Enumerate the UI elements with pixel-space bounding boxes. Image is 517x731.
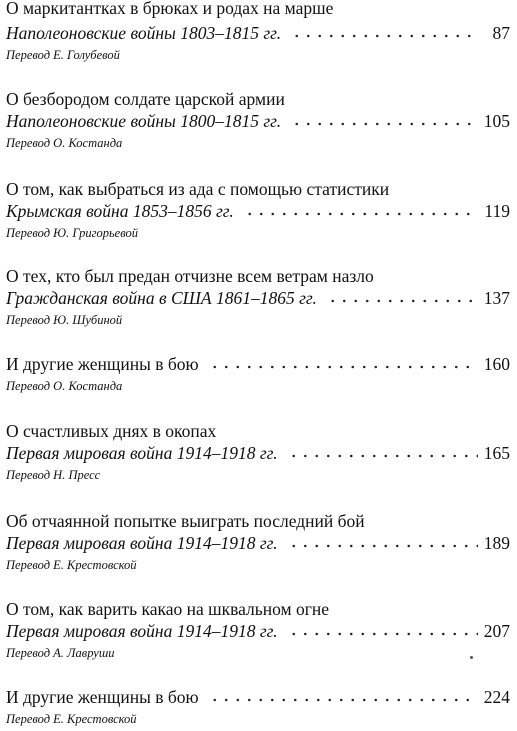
entry-row [6, 22, 510, 44]
dot-leader [284, 453, 478, 459]
dot-leader [205, 697, 478, 703]
entry-title: О маркитантках в брюках и родах на марше [6, 0, 334, 18]
entry-subtitle: Наполеоновские войны 1803–1815 гг. [6, 23, 282, 43]
page-number: 160 [483, 354, 510, 374]
entry-title: И другие женщины в бою [6, 687, 199, 707]
entry-title: Об отчаянной попытке выиграть последний бой [6, 511, 365, 531]
entry-title: О том, как выбраться из ада с помощью статистики [6, 179, 390, 199]
dot-leader [284, 631, 478, 637]
entry-title: О тех, кто был предан отчизне всем ветрам назло [6, 266, 374, 286]
dot-leader [287, 33, 478, 39]
entry-translator: Перевод Ю. Григорьевой [6, 226, 138, 240]
print-speck [470, 656, 473, 659]
entry-subtitle: Первая мировая война 1914–1918 гг. [6, 533, 278, 553]
page-number: 137 [483, 288, 510, 308]
page-number: 119 [484, 201, 510, 221]
dot-leader [323, 298, 478, 304]
entry-title: О счастливых днях в окопах [6, 421, 217, 441]
entry-translator: Перевод Е. Крестовской [6, 558, 137, 572]
page-number: 87 [492, 23, 510, 43]
entry-translator: Перевод А. Лавруши [6, 646, 115, 660]
entry-translator: Перевод Е. Крестовской [6, 712, 137, 726]
entry-subtitle: Крымская война 1853–1856 гг. [6, 201, 234, 221]
page-number: 207 [483, 621, 510, 641]
entry-row [6, 442, 510, 464]
entry-translator: Перевод О. Костанда [6, 379, 123, 393]
entry-row [6, 110, 510, 132]
entry-translator: Перевод Ю. Шубиной [6, 313, 123, 327]
entry-title: О том, как варить какао на шквальном огне [6, 599, 330, 619]
entry-title: О безбородом солдате царской армии [6, 89, 285, 109]
entry-row [6, 353, 510, 375]
entry-row [6, 686, 510, 708]
dot-leader [287, 121, 478, 127]
entry-translator: Перевод Е. Голубевой [6, 48, 120, 62]
entry-row [6, 532, 510, 554]
page-number: 189 [483, 533, 510, 553]
entry-subtitle: Наполеоновские войны 1800–1815 гг. [6, 111, 282, 131]
page-number: 224 [483, 687, 510, 707]
entry-subtitle: Первая мировая война 1914–1918 гг. [6, 621, 278, 641]
dot-leader [240, 211, 478, 217]
entry-row [6, 620, 510, 642]
entry-row [6, 200, 510, 222]
dot-leader [205, 364, 478, 370]
page-number: 105 [483, 111, 510, 131]
entry-title: И другие женщины в бою [6, 354, 199, 374]
page-number: 165 [483, 443, 510, 463]
entry-translator: Перевод О. Костанда [6, 136, 123, 150]
entry-translator: Перевод Н. Пресс [6, 468, 101, 482]
dot-leader [284, 543, 478, 549]
entry-subtitle: Гражданская война в США 1861–1865 гг. [6, 288, 317, 308]
entry-row [6, 287, 510, 309]
entry-subtitle: Первая мировая война 1914–1918 гг. [6, 443, 278, 463]
